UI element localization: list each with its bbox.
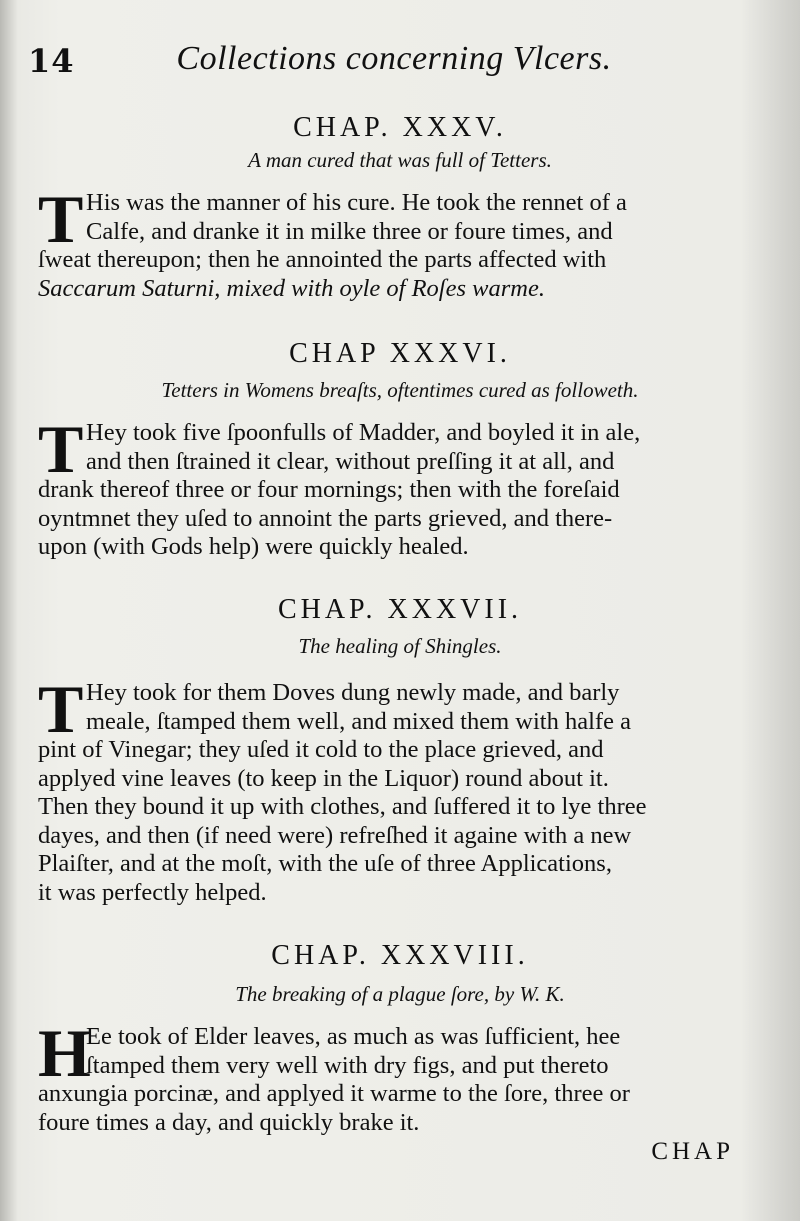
- body-line: ſtamped them very well with dry figs, and put thereto: [86, 1051, 609, 1079]
- chapter-36: [38, 338, 762, 562]
- body-line: meale, ſtamped them well, and mixed them with halfe a: [86, 707, 631, 735]
- page-header: [28, 38, 760, 88]
- body-line: Saccarum Saturni, mixed with oyle of Roſes warme.: [38, 274, 545, 302]
- body-line: drank thereof three or four mornings; then with the foreſaid: [38, 476, 620, 503]
- drop-cap: T: [38, 671, 84, 747]
- body-line: and then ſtrained it clear, without preſſing it at all, and: [86, 447, 615, 475]
- chapter-subtitle: The breaking of a plague ſore, by W. K.: [235, 982, 565, 1006]
- body-line: Plaiſter, and at the moſt, with the uſe of three Applications,: [38, 850, 612, 877]
- body-line: Hey took for them Doves dung newly made, and barly: [86, 679, 620, 706]
- body-line: anxungia porcinæ, and applyed it warme to the ſore, three or: [38, 1080, 630, 1107]
- chapter-heading: CHAP. XXXV.: [293, 112, 507, 143]
- drop-cap: T: [38, 411, 84, 487]
- chapter-subtitle: Tetters in Womens breaſts, oftentimes cured as followeth.: [161, 378, 639, 402]
- body-line: oyntmnet they uſed to annoint the parts grieved, and there-: [38, 504, 613, 532]
- body-line: pint of Vinegar; they uſed it cold to the place grieved, and: [38, 736, 604, 763]
- running-title: Collections concerning Vlcers.: [176, 40, 612, 77]
- chapter-37: [38, 594, 762, 907]
- drop-cap: H: [38, 1015, 91, 1091]
- body-line: it was perfectly helped.: [38, 878, 267, 906]
- body-line: applyed vine leaves (to keep in the Liquor) round about it.: [38, 764, 609, 792]
- chapter-heading: CHAP. XXXVII.: [277, 594, 523, 625]
- chapter-35: [38, 112, 762, 303]
- chapter-body: [38, 411, 762, 562]
- chapter-heading: CHAP XXXVI.: [289, 338, 511, 369]
- body-line: ſweat thereupon; then he annointed the parts affected with: [38, 246, 607, 273]
- chapter-heading: CHAP. XXXVIII.: [271, 940, 529, 971]
- chapter-body: [38, 671, 762, 907]
- body-line: Then they bound it up with clothes, and ſuffered it to lye three: [38, 793, 647, 820]
- chapter-subtitle: A man cured that was full of Tetters.: [248, 148, 552, 172]
- chapter-body: [38, 1015, 762, 1137]
- body-line: Ee took of Elder leaves, as much as was ſufficient, hee: [86, 1023, 621, 1050]
- drop-cap: T: [38, 181, 84, 257]
- chapter-subtitle: The healing of Shingles.: [298, 634, 502, 658]
- body-line: Calfe, and dranke it in milke three or foure times, and: [86, 217, 613, 245]
- body-line: upon (with Gods help) were quickly healed.: [38, 533, 469, 560]
- chapter-38: [38, 940, 762, 1137]
- body-line: Hey took five ſpoonfulls of Madder, and boyled it in ale,: [86, 419, 641, 446]
- chapter-body: [38, 181, 762, 303]
- body-line: His was the manner of his cure. He took the rennet of a: [86, 189, 627, 216]
- catchword: CHAP: [651, 1138, 734, 1165]
- body-line: foure times a day, and quickly brake it.: [38, 1108, 420, 1136]
- page-number: 14: [28, 42, 75, 80]
- body-line: dayes, and then (if need were) refreſhed it againe with a new: [38, 821, 632, 849]
